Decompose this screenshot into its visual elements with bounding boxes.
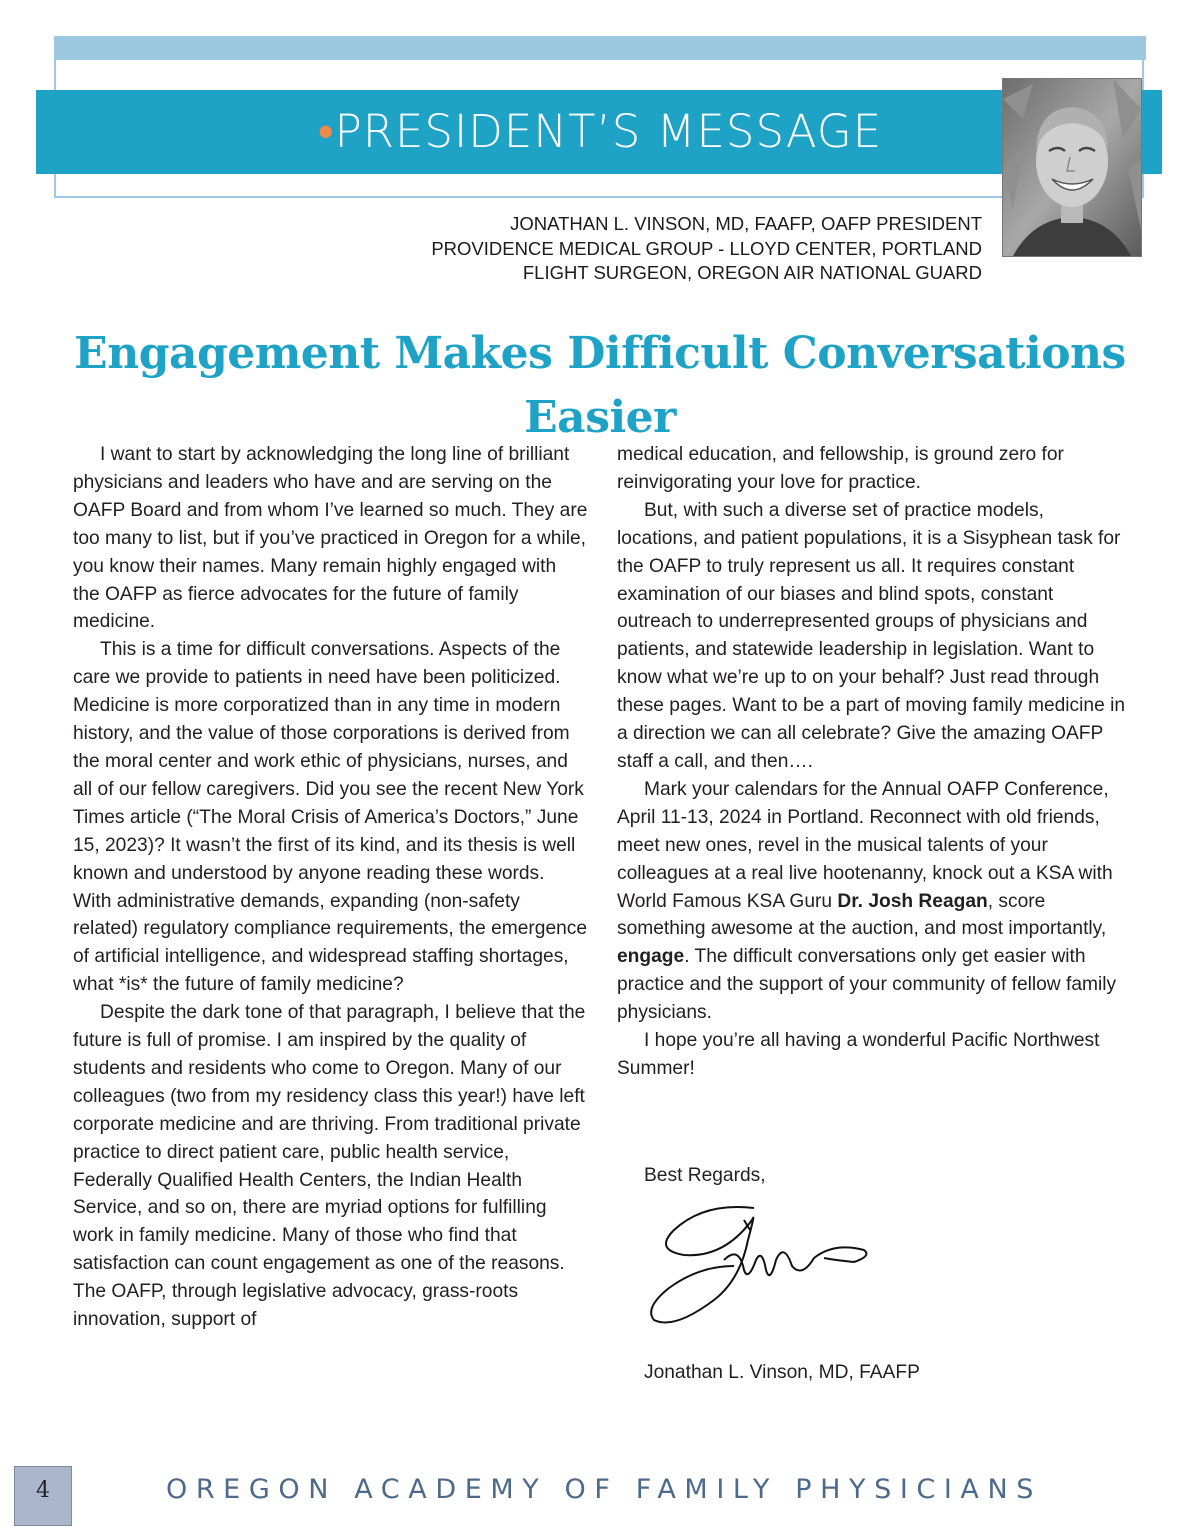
left-column (73, 441, 588, 1334)
paragraph: I want to start by acknowledging the long line of brilliant physicians and leaders who have and are serving on the OAFP Board and from whom I’ve learned so much. They are too many to list, but if you’ve practiced in Oregon for a while, you know their names. Many remain highly engaged with the OAFP as fierce advocates for the future of family medicine. (73, 444, 588, 633)
footer-organization: OREGON ACADEMY OF FAMILY PHYSICIANS (165, 1474, 1043, 1505)
author-affiliation-line: PROVIDENCE MEDICAL GROUP - LLOYD CENTER, PORTLAND (431, 237, 982, 259)
page-number: 4 (36, 1478, 50, 1503)
top-stripe (54, 36, 1146, 60)
text-run: . The difficult conversations only get easier with practice and the support of your community of fellow family physicians. (617, 946, 1117, 1024)
closing-salutation: Best Regards, (644, 1165, 766, 1186)
paragraph: medical education, and fellowship, is ground zero for reinvigorating your love for practice. (617, 444, 1064, 493)
bullet-icon: • (317, 105, 335, 158)
paragraph: I hope you’re all having a wonderful Pacific Northwest Summer! (617, 1030, 1100, 1079)
bold-word: engage (617, 946, 685, 968)
right-column (617, 441, 1127, 1083)
paragraph (617, 776, 1127, 1027)
author-credits (431, 212, 982, 286)
author-name-line: JONATHAN L. VINSON, MD, FAAFP, OAFP PRESIDENT (510, 213, 982, 234)
article-headline: Engagement Makes Difficult Conversations Easier (74, 328, 1126, 443)
signature-name: Jonathan L. Vinson, MD, FAAFP (644, 1362, 920, 1383)
signature-image (644, 1200, 874, 1335)
bold-name: Dr. Josh Reagan (837, 890, 988, 912)
text-run: , score something awesome at the auction, and most importantly, (617, 890, 1107, 940)
author-role-line: FLIGHT SURGEON, OREGON AIR NATIONAL GUARD (522, 262, 982, 283)
portrait-image (1003, 79, 1141, 256)
paragraph: But, with such a diverse set of practice models, locations, and patient populations, it is a Sisyphean task for the OAFP to truly represent us all. It requires constant examination of our biases and blind spots, constant outreach to underrepresented groups of physicians and patients, and statewide leadership in legislation. Want to know what we’re up to on your behalf? Just read through these pages. Want to be a part of moving family medicine in a direction we can all celebrate? Give the amazing OAFP staff a call, and then…. (617, 499, 1126, 772)
paragraph: This is a time for difficult conversations. Aspects of the care we provide to patients in need have been politicized. Medicine is more corporatized than in any time in modern history, and the value of those corporations is derived from the moral center and work ethic of physicians, nurses, and all of our fellow caregivers. Did you see the recent New York Times article (“The Moral Crisis of America’s Doctors,” June 15, 2023)? It wasn’t the first of its kind, and its thesis is well known and understood by anyone reading these words. With administrative demands, expanding (non-safety related) regulatory compliance requirements, the emergence of artificial intelligence, and widespread staffing shortages, what *is* the future of family medicine? (73, 639, 588, 996)
text-run: Mark your calendars for the Annual OAFP Conference, April 11-13, 2024 in Portland. Reconnect with old friends, meet new ones, revel in the musical talents of your colleagues at a real live hootenanny, knock out a KSA with World Famous KSA Guru (617, 778, 1113, 912)
section-title-text: PRESIDENT’S MESSAGE (334, 105, 883, 158)
paragraph: Despite the dark tone of that paragraph, I believe that the future is full of promise. I am inspired by the quality of students and residents who come to Oregon. Many of our colleagues (two from my residency class this year!) have left corporate medicine and are thriving. From traditional private practice to direct patient care, public health service, Federally Qualified Health Centers, the Indian Health Service, and so on, there are myriad options for fulfilling work in family medicine. Many of those who find that satisfaction can count engagement as one of the reasons. The OAFP, through legislative advocacy, grass-roots innovation, support of (73, 1002, 586, 1331)
author-photo (1002, 78, 1142, 257)
